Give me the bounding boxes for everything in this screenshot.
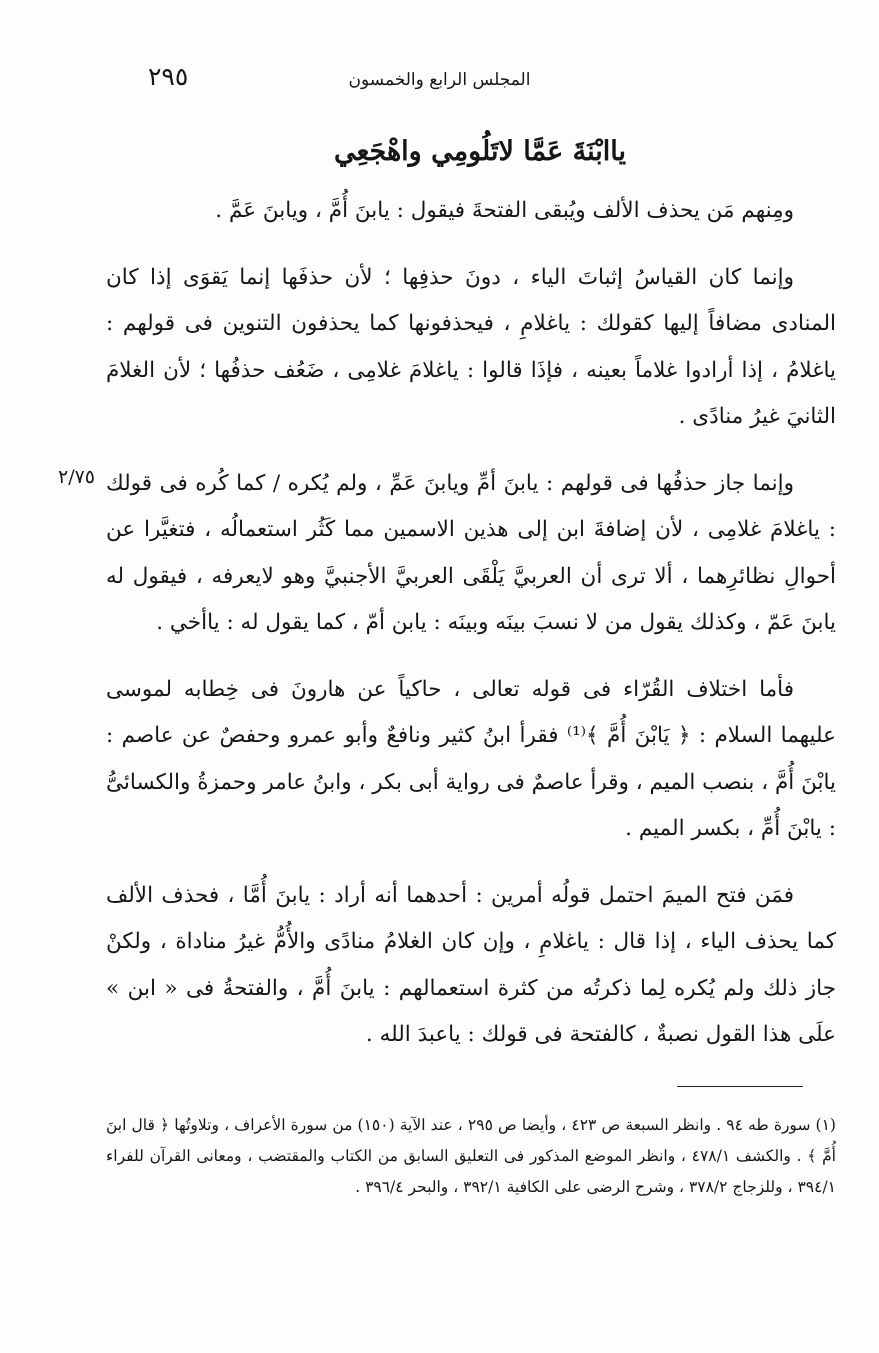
verse-line: ياابْنَةَ عَمَّا لاتَلُومِي واهْجَعِي (333, 136, 627, 167)
running-title: المجلس الرابع والخمسون (348, 70, 531, 90)
paragraph: وإنما جاز حذفُها فى قولهم : يابنَ أمِّ ويابنَ عَمِّ ، ولم يُكره / كما كُره فى قولك : ياغلامَ غلامِى ، لأن إضافةَ ابن إلى هذين الاسمين مما كَثُر استعمالُه ، فتغيَّرا عن أحوالِ نظائرِهما ، ألا ترى أن العربيَّ يَلْقَى العربيَّ الأجنبيَّ وهو لايعرفه ، فيقول له يابنَ عَمّ ، وكذلك يقول من لا نسبَ بينَه وبينَه : يابن أمّ ، كما يقول له : ياأخي . (106, 470, 836, 635)
body-text (106, 188, 836, 1079)
paragraph: فأما اختلاف القُرّاء فى قوله تعالى ، حاكياً عن هارونَ فى خِطابه لموسى عليهما السلام : ﴿ يَابْنَ أُمَّ ﴾⁽¹⁾ فقرأ ابنُ كثير ونافعٌ وأبو عمرو وحفصٌ عن عاصم : يابْنَ أُمَّ ، بنصب الميم ، وقرأ عاصمٌ فى رواية أبى بكر ، وابنُ عامر وحمزةُ والكسائىُّ : يابْنَ أُمِّ ، بكسر الميم . (106, 676, 836, 841)
paragraph: وإنما كان القياسُ إثباتَ الياء ، دونَ حذفِها ؛ لأن حذفَها إنما يَقوَى إذا كان المنادى مضافاً إليها كقولك : ياغلامِ ، فيحذفونها كما يحذفون التنوين فى قولهم : ياغلامُ ، إذا أرادوا غلاماً بعينه ، فإذَا قالوا : ياغلامَ غلامِى ، ضَعُف حذفُها ؛ لأن الغلامَ الثانيَ غيرُ منادًى . (106, 264, 836, 429)
margin-note: ٢/٧٥ (58, 466, 96, 488)
paragraph: ومِنهم مَن يحذف الألف ويُبقى الفتحةَ فيقول : يابنَ أُمَّ ، ويابنَ عَمَّ . (215, 198, 794, 223)
page-number: ٢٩٥ (148, 62, 189, 91)
footnote: (١) سورة طه ٩٤ . وانظر السبعة ص ٤٢٣ ، وأيضا ص ٢٩٥ ، عند الآية (١٥٠) من سورة الأعراف ، وتلاوتُها ﴿ قال ابنَ أُمَّ ﴾ . والكشف ٤٧٨/١ ، وانظر الموضع المذكور فى التعليق السابق من الكتاب والمقتضب ، ومعانى القرآن للفراء ٣٩٤/١ ، وللزجاج ٣٧٨/٢ ، وشرح الرضى على الكافية ٣٩٢/١ ، والبحر ٣٩٦/٤ . (106, 1116, 836, 1196)
footnotes (106, 1110, 836, 1203)
paragraph: فمَن فتح الميمَ احتمل قولُه أمرين : أحدهما أنه أراد : يابنَ أُمَّا ، فحذف الألف كما يحذف الياء ، إذا قال : ياغلامِ ، وإن كان الغلامُ منادًى والأُمُّ غيرُ مناداة ، ولكنْ جاز ذلك ولم يُكره لِما ذكرتُه من كثرة استعمالهم : يابنَ أُمَّ ، والفتحةُ فى « ابن » علَى هذا القول نصبةٌ ، كالفتحة فى قولك : ياعبدَ الله . (106, 882, 836, 1047)
footnote-divider (677, 1086, 803, 1087)
